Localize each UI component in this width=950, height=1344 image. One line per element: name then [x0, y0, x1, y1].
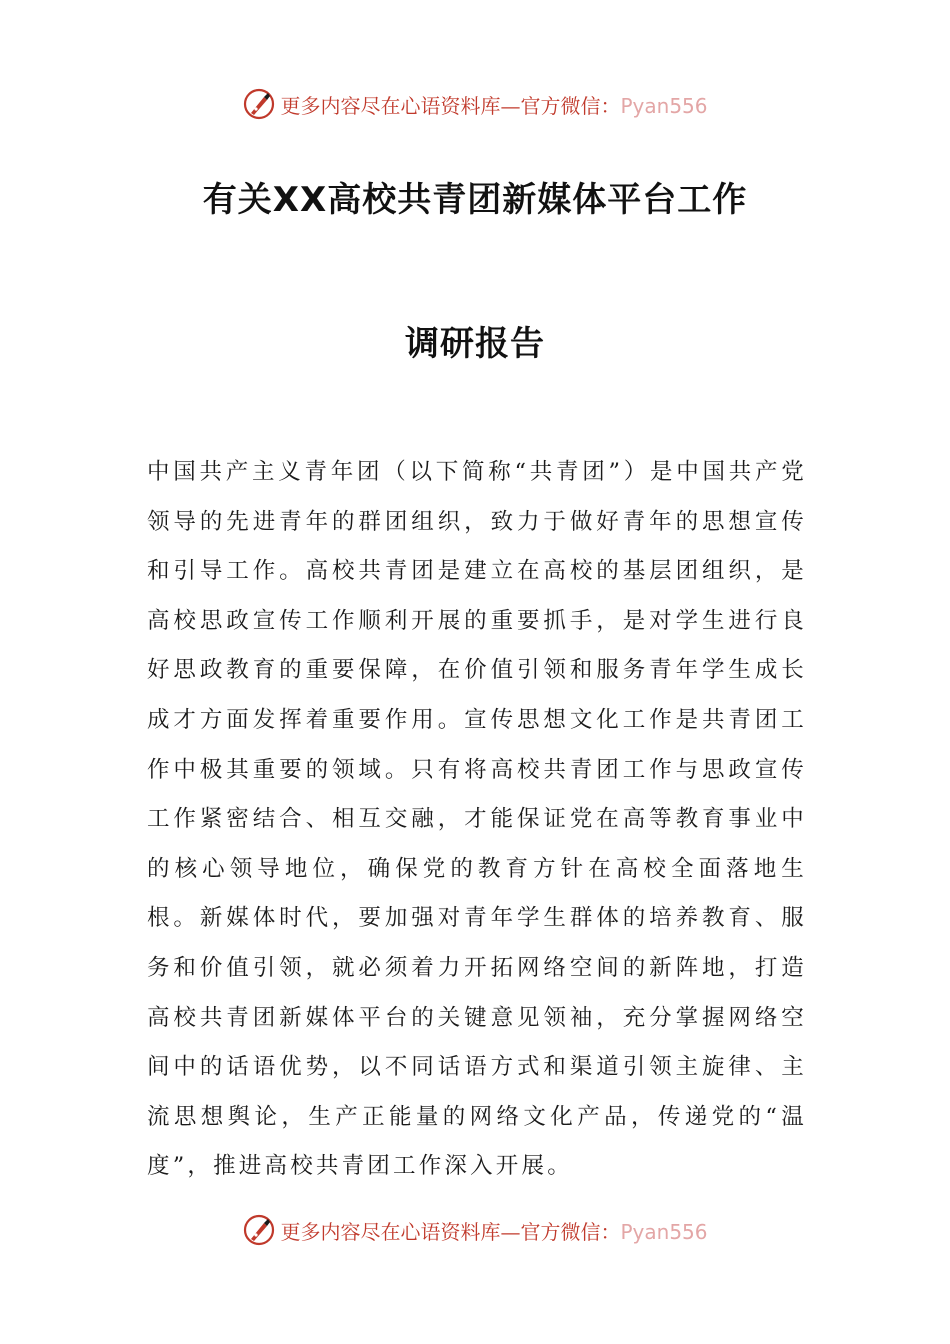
header-banner [0, 84, 950, 124]
footer-wechat-id: Pyan556 [620, 1219, 708, 1244]
footer-banner [0, 1210, 950, 1250]
header-banner-text [280, 90, 707, 119]
document-title-line2: 调研报告 [405, 324, 545, 364]
pen-nib-logo-icon [242, 87, 276, 121]
header-banner-label: 更多内容尽在心语资料库—官方微信： [280, 93, 621, 118]
footer-banner-label: 更多内容尽在心语资料库—官方微信： [280, 1219, 621, 1244]
footer-banner-text [280, 1216, 707, 1245]
pen-nib-logo-icon [242, 1213, 276, 1247]
header-wechat-id: Pyan556 [620, 93, 708, 118]
document-title-line1: 有关XX高校共青团新媒体平台工作 [202, 180, 748, 220]
document-paragraph: 中国共产主义青年团（以下简称“共青团”）是中国共产党领导的先进青年的群团组织，致力于做好青年的思想宣传和引导工作。高校共青团是建立在高校的基层团组织，是高校思政宣传工作顺利开展的重要抓手，是对学生进行良好思政教育的重要保障，在价值引领和服务青年学生成长成才方面发挥着重要作用。宣传思想文化工作是共青团工作中极其重要的领域。只有将高校共青团工作与思政宣传工作紧密结合、相互交融，才能保证党在高等教育事业中的核心领导地位，确保党的教育方针在高校全面落地生根。新媒体时代，要加强对青年学生群体的培养教育、服务和价值引领，就必须着力开拓网络空间的新阵地，打造高校共青团新媒体平台的关键意见领袖，充分掌握网络空间中的话语优势，以不同话语方式和渠道引领主旋律、主流思想舆论，生产正能量的网络文化产品，传递党的“温度”，推进高校共青团工作深入开展。 [147, 459, 807, 1180]
